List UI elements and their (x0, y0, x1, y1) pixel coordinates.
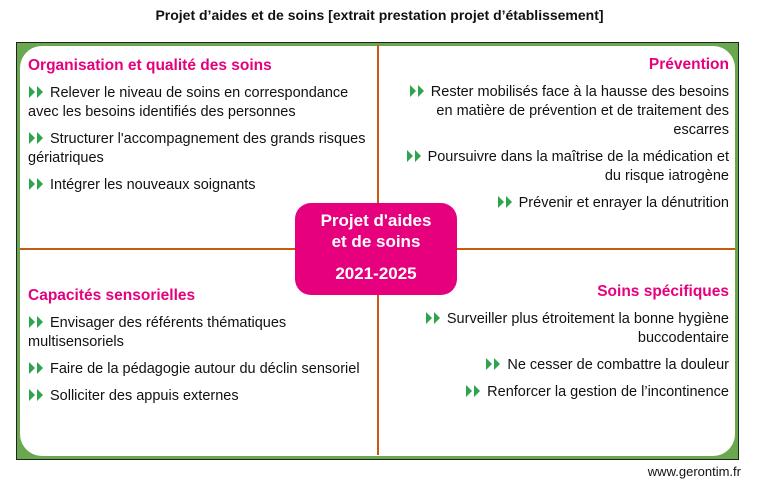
list-item-text: Faire de la pédagogie autour du déclin sensoriel (50, 361, 360, 377)
center-title-line2: et de soins (331, 232, 421, 251)
list-item (389, 356, 729, 375)
double-arrow-icon (28, 85, 45, 97)
quadrant-bottom-right (389, 282, 729, 410)
list-item (28, 314, 368, 352)
quadrant-title: Prévention (648, 56, 729, 73)
list-item-text: Poursuivre dans la maîtrise de la médication et du risque iatrogène (427, 149, 729, 184)
double-arrow-icon (406, 149, 423, 161)
double-arrow-icon (465, 384, 482, 396)
list-item (28, 360, 368, 379)
quadrant-title: Soins spécifiques (597, 283, 729, 300)
list-item (389, 310, 729, 348)
quadrant-top-right (389, 55, 729, 221)
double-arrow-icon (409, 84, 426, 96)
list-item-text: Renforcer la gestion de l’incontinence (487, 384, 729, 400)
double-arrow-icon (28, 131, 45, 143)
double-arrow-icon (28, 315, 45, 327)
list-item-text: Relever le niveau de soins en correspondance avec les besoins identifiés des personnes (28, 85, 349, 120)
double-arrow-icon (497, 195, 514, 207)
list-item-text: Intégrer les nouveaux soignants (50, 177, 256, 193)
center-years: 2021-2025 (335, 264, 417, 283)
double-arrow-icon (28, 177, 45, 189)
page-title: Projet d’aides et de soins [extrait prestation projet d’établissement] (155, 7, 604, 23)
double-arrow-icon (28, 388, 45, 400)
double-arrow-icon (485, 357, 502, 369)
list-item-text: Ne cesser de combattre la douleur (507, 357, 729, 373)
double-arrow-icon (425, 311, 442, 323)
list-item (28, 387, 368, 406)
list-item (28, 130, 368, 168)
list-item-text: Rester mobilisés face à la hausse des besoins en matière de prévention et de traitement des escarres (430, 84, 729, 138)
list-item-text: Structurer l'accompagnement des grands risques gériatriques (28, 131, 366, 166)
center-title-line1: Projet d'aides (320, 211, 432, 230)
quadrant-top-left (28, 56, 368, 203)
list-item-text: Solliciter des appuis externes (50, 388, 239, 404)
quadrant-title: Capacités sensorielles (28, 287, 196, 304)
quadrant-title: Organisation et qualité des soins (28, 57, 272, 74)
list-item (389, 83, 729, 140)
footer-website: www.gerontim.fr (647, 464, 741, 479)
double-arrow-icon (28, 361, 45, 373)
list-item (28, 176, 368, 195)
list-item-text: Envisager des référents thématiques multisensoriels (28, 315, 287, 350)
list-item-text: Prévenir et enrayer la dénutrition (518, 195, 729, 211)
list-item (389, 148, 729, 186)
list-item-text: Surveiller plus étroitement la bonne hygiène buccodentaire (446, 311, 729, 346)
list-item (28, 84, 368, 122)
center-box (295, 203, 457, 295)
quadrant-bottom-left (28, 286, 368, 414)
list-item (389, 383, 729, 402)
